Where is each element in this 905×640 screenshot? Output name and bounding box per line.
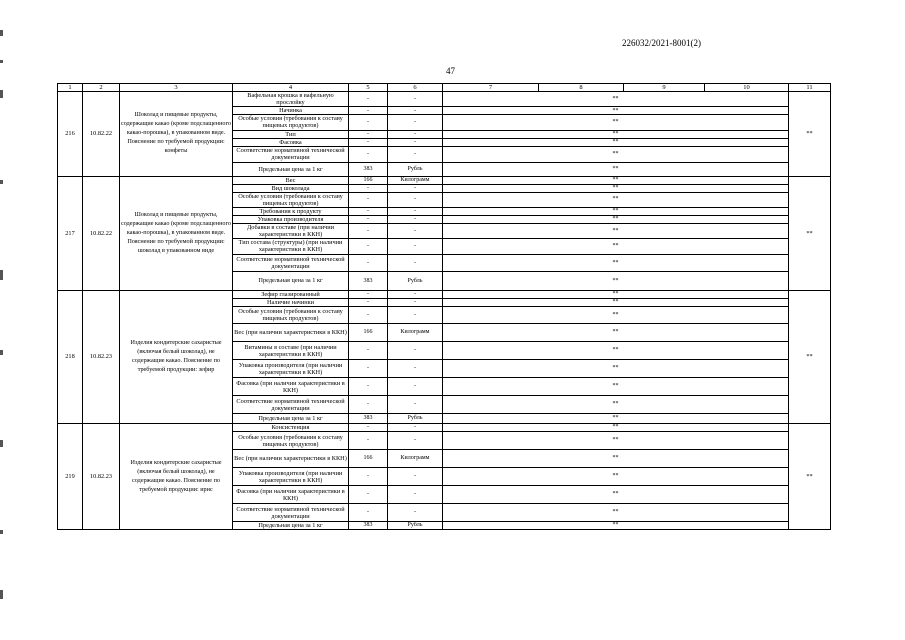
requirement-mark: ** <box>443 504 789 522</box>
characteristic-value: - <box>349 307 388 324</box>
characteristic-value: 166 <box>349 176 388 184</box>
unit-of-measure: - <box>388 238 443 254</box>
unit-of-measure: Килограмм <box>388 450 443 468</box>
unit-of-measure: - <box>388 215 443 223</box>
unit-of-measure: - <box>388 146 443 162</box>
characteristic-value: - <box>349 207 388 215</box>
table-row <box>58 176 831 184</box>
characteristic-value: - <box>349 468 388 486</box>
table-row <box>58 424 831 432</box>
item-number: 218 <box>58 290 83 423</box>
characteristic-name: Особые условия (требования к составу пищевых продуктов) <box>233 115 349 130</box>
requirement-mark: ** <box>443 432 789 450</box>
unit-of-measure: Рубль <box>388 271 443 290</box>
unit-of-measure: - <box>388 342 443 360</box>
requirement-mark: ** <box>443 207 789 215</box>
requirement-mark: ** <box>443 450 789 468</box>
requirement-mark: ** <box>443 360 789 378</box>
item-number: 216 <box>58 92 83 176</box>
column-11-value: ** <box>789 290 831 423</box>
requirement-mark: ** <box>443 522 789 530</box>
unit-of-measure: Рубль <box>388 162 443 176</box>
unit-of-measure: - <box>388 107 443 115</box>
table-row <box>58 92 831 107</box>
characteristic-name: Упаковка производителя (при наличии характеристики в ККН) <box>233 468 349 486</box>
requirement-mark: ** <box>443 138 789 146</box>
column-header-5: 5 <box>349 84 388 92</box>
unit-of-measure: - <box>388 207 443 215</box>
column-header-9: 9 <box>624 84 705 92</box>
requirement-mark: ** <box>443 162 789 176</box>
product-name: Шоколад и пищевые продукты, содержащие какао (кроме подслащенного какао-порошка), в упакованном виде. Пояснение по требуемой продукции: конфеты <box>120 92 233 176</box>
scan-edge <box>0 20 4 620</box>
unit-of-measure: Рубль <box>388 522 443 530</box>
unit-of-measure: - <box>388 378 443 396</box>
characteristic-value: - <box>349 396 388 414</box>
item-number: 219 <box>58 424 83 530</box>
characteristic-name: Соответствие нормативной технической документации <box>233 396 349 414</box>
requirement-mark: ** <box>443 130 789 138</box>
column-header-1: 1 <box>58 84 83 92</box>
characteristic-value: 383 <box>349 522 388 530</box>
characteristic-name: Вес <box>233 176 349 184</box>
characteristic-value: - <box>349 115 388 130</box>
characteristic-name: Упаковка производителя (при наличии характеристики в ККН) <box>233 360 349 378</box>
column-header-6: 6 <box>388 84 443 92</box>
table-row <box>58 290 831 298</box>
requirement-mark: ** <box>443 215 789 223</box>
unit-of-measure: - <box>388 254 443 271</box>
characteristic-value: 166 <box>349 324 388 342</box>
unit-of-measure: - <box>388 504 443 522</box>
characteristic-value: - <box>349 254 388 271</box>
characteristic-value: 383 <box>349 414 388 424</box>
characteristic-value: - <box>349 107 388 115</box>
characteristic-name: Вафельная крошка в вафельную прослойку <box>233 92 349 107</box>
column-header-8: 8 <box>539 84 624 92</box>
requirement-mark: ** <box>443 299 789 307</box>
characteristic-value: - <box>349 360 388 378</box>
column-header-7: 7 <box>443 84 539 92</box>
characteristic-value: - <box>349 92 388 107</box>
product-name: Шоколад и пищевые продукты, содержащие какао (кроме подслащенного какао-порошка), в упакованном виде. Пояснение по требуемой продукции: шоколад в упакованном виде <box>120 176 233 290</box>
characteristic-value: - <box>349 130 388 138</box>
characteristic-value: - <box>349 223 388 238</box>
unit-of-measure: - <box>388 432 443 450</box>
characteristic-name: Фасовка (при наличии характеристики в ККН) <box>233 486 349 504</box>
requirement-mark: ** <box>443 238 789 254</box>
requirement-mark: ** <box>443 342 789 360</box>
unit-of-measure: Килограмм <box>388 324 443 342</box>
column-11-value: ** <box>789 424 831 530</box>
requirement-mark: ** <box>443 254 789 271</box>
characteristic-value: - <box>349 342 388 360</box>
characteristic-name: Добавки в составе (при наличии характеристики в ККН) <box>233 223 349 238</box>
characteristic-value: - <box>349 486 388 504</box>
requirement-mark: ** <box>443 192 789 207</box>
unit-of-measure: - <box>388 92 443 107</box>
characteristic-value: - <box>349 138 388 146</box>
characteristic-name: Особые условия (требования к составу пищевых продуктов) <box>233 192 349 207</box>
header-row <box>58 84 831 92</box>
requirement-mark: ** <box>443 271 789 290</box>
characteristic-name: Особые условия (требования к составу пищевых продуктов) <box>233 307 349 324</box>
column-11-value: ** <box>789 92 831 176</box>
unit-of-measure: - <box>388 307 443 324</box>
characteristic-name: Предельная цена за 1 кг <box>233 414 349 424</box>
characteristic-value: - <box>349 238 388 254</box>
unit-of-measure: - <box>388 184 443 192</box>
unit-of-measure: Килограмм <box>388 176 443 184</box>
unit-of-measure: - <box>388 396 443 414</box>
characteristic-name: Соответствие нормативной технической документации <box>233 254 349 271</box>
table-header <box>58 84 831 92</box>
document-id: 226032/2021-8001(2) <box>622 38 701 48</box>
column-11-value: ** <box>789 176 831 290</box>
unit-of-measure: - <box>388 290 443 298</box>
characteristic-value: - <box>349 504 388 522</box>
characteristic-value: - <box>349 184 388 192</box>
characteristic-name: Тип состава (структуры) (при наличии характеристики в ККН) <box>233 238 349 254</box>
column-header-2: 2 <box>83 84 120 92</box>
characteristic-name: Начинка <box>233 107 349 115</box>
unit-of-measure: - <box>388 138 443 146</box>
characteristic-name: Соответствие нормативной технической документации <box>233 146 349 162</box>
okpd-code: 10.82.22 <box>83 92 120 176</box>
column-header-3: 3 <box>120 84 233 92</box>
characteristic-name: Зефир глазированный <box>233 290 349 298</box>
requirement-mark: ** <box>443 146 789 162</box>
requirement-mark: ** <box>443 223 789 238</box>
characteristic-name: Тип <box>233 130 349 138</box>
characteristic-value: - <box>349 146 388 162</box>
requirement-mark: ** <box>443 115 789 130</box>
page-number: 47 <box>446 66 455 76</box>
requirement-mark: ** <box>443 92 789 107</box>
characteristic-name: Вес (при наличии характеристики в ККН) <box>233 450 349 468</box>
characteristic-value: 383 <box>349 271 388 290</box>
requirement-mark: ** <box>443 468 789 486</box>
characteristic-name: Требования к продукту <box>233 207 349 215</box>
requirement-mark: ** <box>443 396 789 414</box>
characteristic-name: Витамины в составе (при наличии характеристики в ККН) <box>233 342 349 360</box>
characteristic-name: Консистенция <box>233 424 349 432</box>
characteristic-name: Особые условия (требования к составу пищевых продуктов) <box>233 432 349 450</box>
item-number: 217 <box>58 176 83 290</box>
okpd-code: 10.82.23 <box>83 290 120 423</box>
unit-of-measure: - <box>388 424 443 432</box>
characteristic-name: Предельная цена за 1 кг <box>233 271 349 290</box>
requirement-mark: ** <box>443 176 789 184</box>
characteristic-value: 383 <box>349 162 388 176</box>
requirement-mark: ** <box>443 290 789 298</box>
unit-of-measure: - <box>388 115 443 130</box>
unit-of-measure: - <box>388 486 443 504</box>
characteristic-name: Упаковка производителя <box>233 215 349 223</box>
characteristic-value: - <box>349 432 388 450</box>
unit-of-measure: - <box>388 192 443 207</box>
product-name: Изделия кондитерские сахаристые (включая белый шоколад), не содержащие какао. Пояснение по требуемой продукции: зефир <box>120 290 233 423</box>
specification-table <box>57 83 831 530</box>
characteristic-value: - <box>349 424 388 432</box>
characteristic-name: Фасовка (при наличии характеристики в ККН) <box>233 378 349 396</box>
characteristic-value: - <box>349 378 388 396</box>
characteristic-name: Вид шоколада <box>233 184 349 192</box>
requirement-mark: ** <box>443 307 789 324</box>
table-body <box>58 92 831 530</box>
requirement-mark: ** <box>443 486 789 504</box>
requirement-mark: ** <box>443 378 789 396</box>
characteristic-name: Предельная цена за 1 кг <box>233 162 349 176</box>
unit-of-measure: - <box>388 130 443 138</box>
requirement-mark: ** <box>443 184 789 192</box>
okpd-code: 10.82.23 <box>83 424 120 530</box>
column-header-11: 11 <box>789 84 831 92</box>
characteristic-value: - <box>349 290 388 298</box>
unit-of-measure: Рубль <box>388 414 443 424</box>
requirement-mark: ** <box>443 107 789 115</box>
requirement-mark: ** <box>443 414 789 424</box>
unit-of-measure: - <box>388 360 443 378</box>
column-header-4: 4 <box>233 84 349 92</box>
okpd-code: 10.82.22 <box>83 176 120 290</box>
characteristic-name: Фасовка <box>233 138 349 146</box>
characteristic-value: 166 <box>349 450 388 468</box>
characteristic-name: Соответствие нормативной технической документации <box>233 504 349 522</box>
characteristic-name: Предельная цена за 1 кг <box>233 522 349 530</box>
unit-of-measure: - <box>388 468 443 486</box>
requirement-mark: ** <box>443 324 789 342</box>
characteristic-value: - <box>349 192 388 207</box>
unit-of-measure: - <box>388 299 443 307</box>
characteristic-name: Вес (при наличии характеристики в ККН) <box>233 324 349 342</box>
characteristic-name: Наличие начинки <box>233 299 349 307</box>
characteristic-value: - <box>349 215 388 223</box>
column-header-10: 10 <box>705 84 789 92</box>
product-name: Изделия кондитерские сахаристые (включая белый шоколад), не содержащие какао. Пояснение по требуемой продукции: ирис <box>120 424 233 530</box>
unit-of-measure: - <box>388 223 443 238</box>
requirement-mark: ** <box>443 424 789 432</box>
characteristic-value: - <box>349 299 388 307</box>
